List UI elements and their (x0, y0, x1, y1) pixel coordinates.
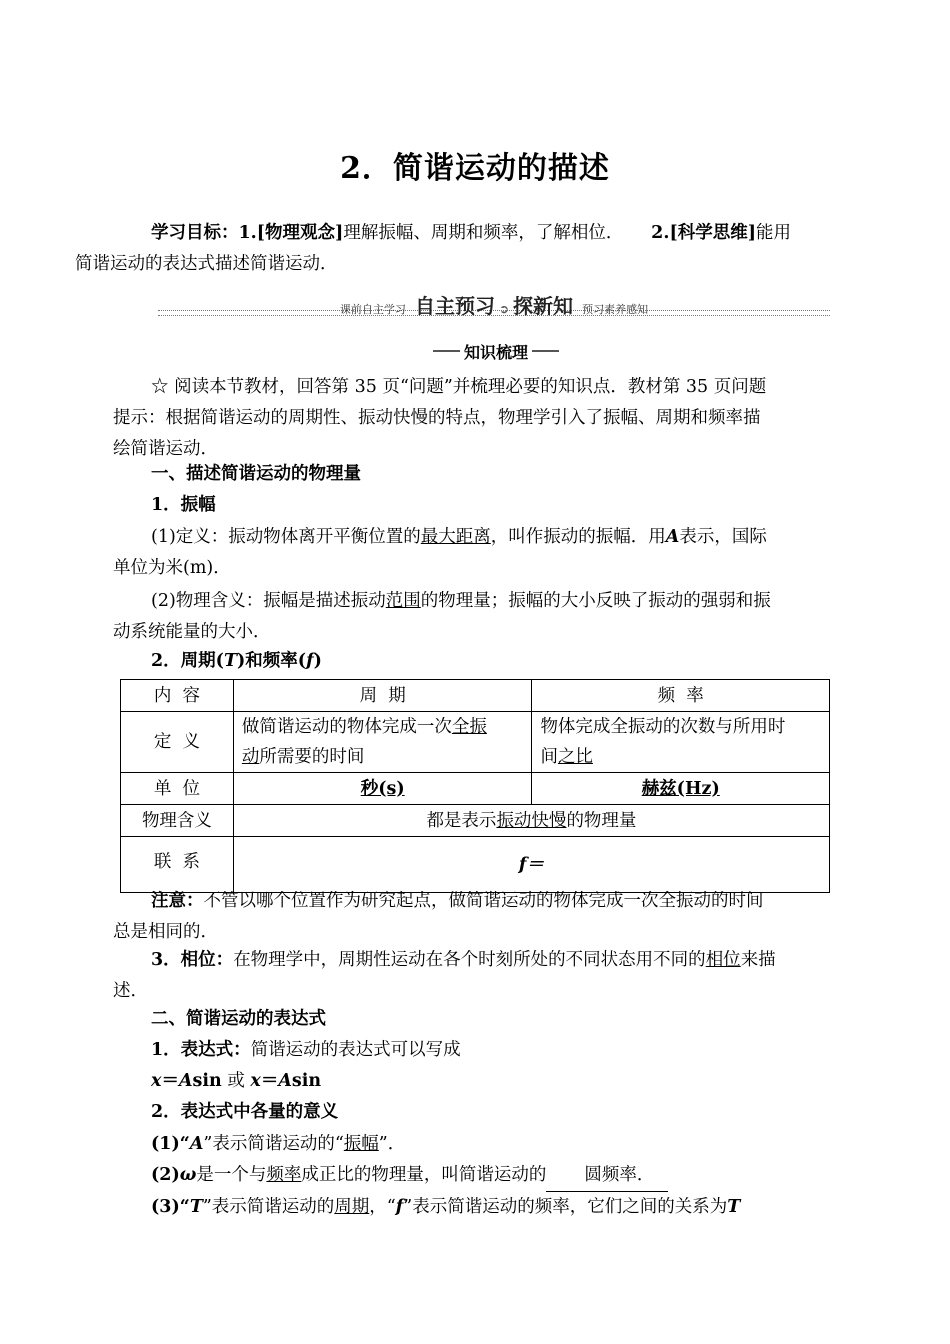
table-header-cell: 频 率 (532, 680, 830, 712)
table-cell: 都是表示振动快慢的物理量 (233, 805, 829, 837)
table-cell: f＝ (233, 837, 829, 893)
table-cell: 物理含义 (121, 805, 234, 837)
banner-left-text: 课前自主学习 (339, 303, 406, 316)
heading-expression-meaning: 2．表达式中各量的意义 (151, 1102, 339, 1122)
meaning-item-1: (1)“A”表示简谐运动的“振幅”． (151, 1134, 406, 1154)
expression-intro: 1．表达式：简谐运动的表达式可以写成 (151, 1040, 461, 1060)
section-tag (433, 340, 559, 362)
table-row (121, 712, 830, 773)
note-paragraph: 注意：不管以哪个位置作为研究起点，做简谐运动的物体完成一次全振动的时间 总是相同的． (113, 891, 764, 942)
table-cell: 赫兹(Hz) (532, 773, 830, 805)
meaning-item-3: (3)“T”表示简谐运动的周期，“f”表示简谐运动的频率，它们之间的关系为T (151, 1197, 741, 1217)
heading-amplitude: 1．振幅 (151, 495, 216, 515)
period-frequency-table (120, 679, 830, 893)
table-row (121, 773, 830, 805)
heading-1: 一、描述简谐运动的物理量 (151, 464, 361, 484)
table-cell: 单 位 (121, 773, 234, 805)
phase-paragraph: 3．相位：在物理学中，周期性运动在各个时刻所处的不同状态用不同的相位来描 述． (113, 950, 776, 1001)
heading-period-frequency: 2．周期(T)和频率(f) (151, 651, 322, 671)
table-row (121, 837, 830, 893)
table-header-cell: 周 期 (233, 680, 532, 712)
heading-2: 二、简谐运动的表达式 (151, 1009, 326, 1029)
banner-main-1: 自主预习 (414, 294, 495, 318)
table-row (121, 680, 830, 712)
meaning-item-2: (2)ω是一个与频率成正比的物理量，叫简谐运动的 圆频率． (113, 1160, 837, 1192)
page-title: 2．简谐运动的描述 (340, 151, 610, 186)
table-cell: 定 义 (121, 712, 234, 773)
banner-right-text: 预习素养感知 (582, 303, 649, 316)
expression-formula: x＝Asin 或 x＝Asin (151, 1071, 322, 1091)
amplitude-meaning: (2)物理含义：振幅是描述振动范围的物理量；振幅的大小反映了振动的强弱和振 动系统能量的大小． (113, 591, 771, 642)
banner-main-2: 探新知 (513, 294, 574, 318)
table-cell: 做简谐运动的物体完成一次全振 动所需要的时间 (233, 712, 532, 773)
amplitude-definition: (1)定义：振动物体离开平衡位置的最大距离，叫作振动的振幅．用A表示，国际 单位为米(m)． (113, 527, 767, 578)
section-banner (158, 290, 830, 318)
section-tag-label: 知识梳理 (460, 343, 532, 362)
arrow-circle-icon: ➲ (498, 302, 510, 316)
learning-objectives: 学习目标：1.[物理观念]理解振幅、周期和频率，了解相位． 2.[科学思维]能用 简谐运动的表达式描述简谐运动． (75, 223, 792, 274)
table-header-cell: 内 容 (121, 680, 234, 712)
table-cell: 联 系 (121, 837, 234, 893)
intro-paragraph: ☆ 阅读本节教材，回答第 35 页“问题”并梳理必要的知识点．教材第 35 页问题 提示：根据简谐运动的周期性、振动快慢的特点，物理学引入了振幅、周期和频率描 绘简谐运动． (113, 377, 767, 459)
table-row (121, 805, 830, 837)
table-cell: 秒(s) (233, 773, 532, 805)
table-cell: 物体完成全振动的次数与所用时 间之比 (532, 712, 830, 773)
